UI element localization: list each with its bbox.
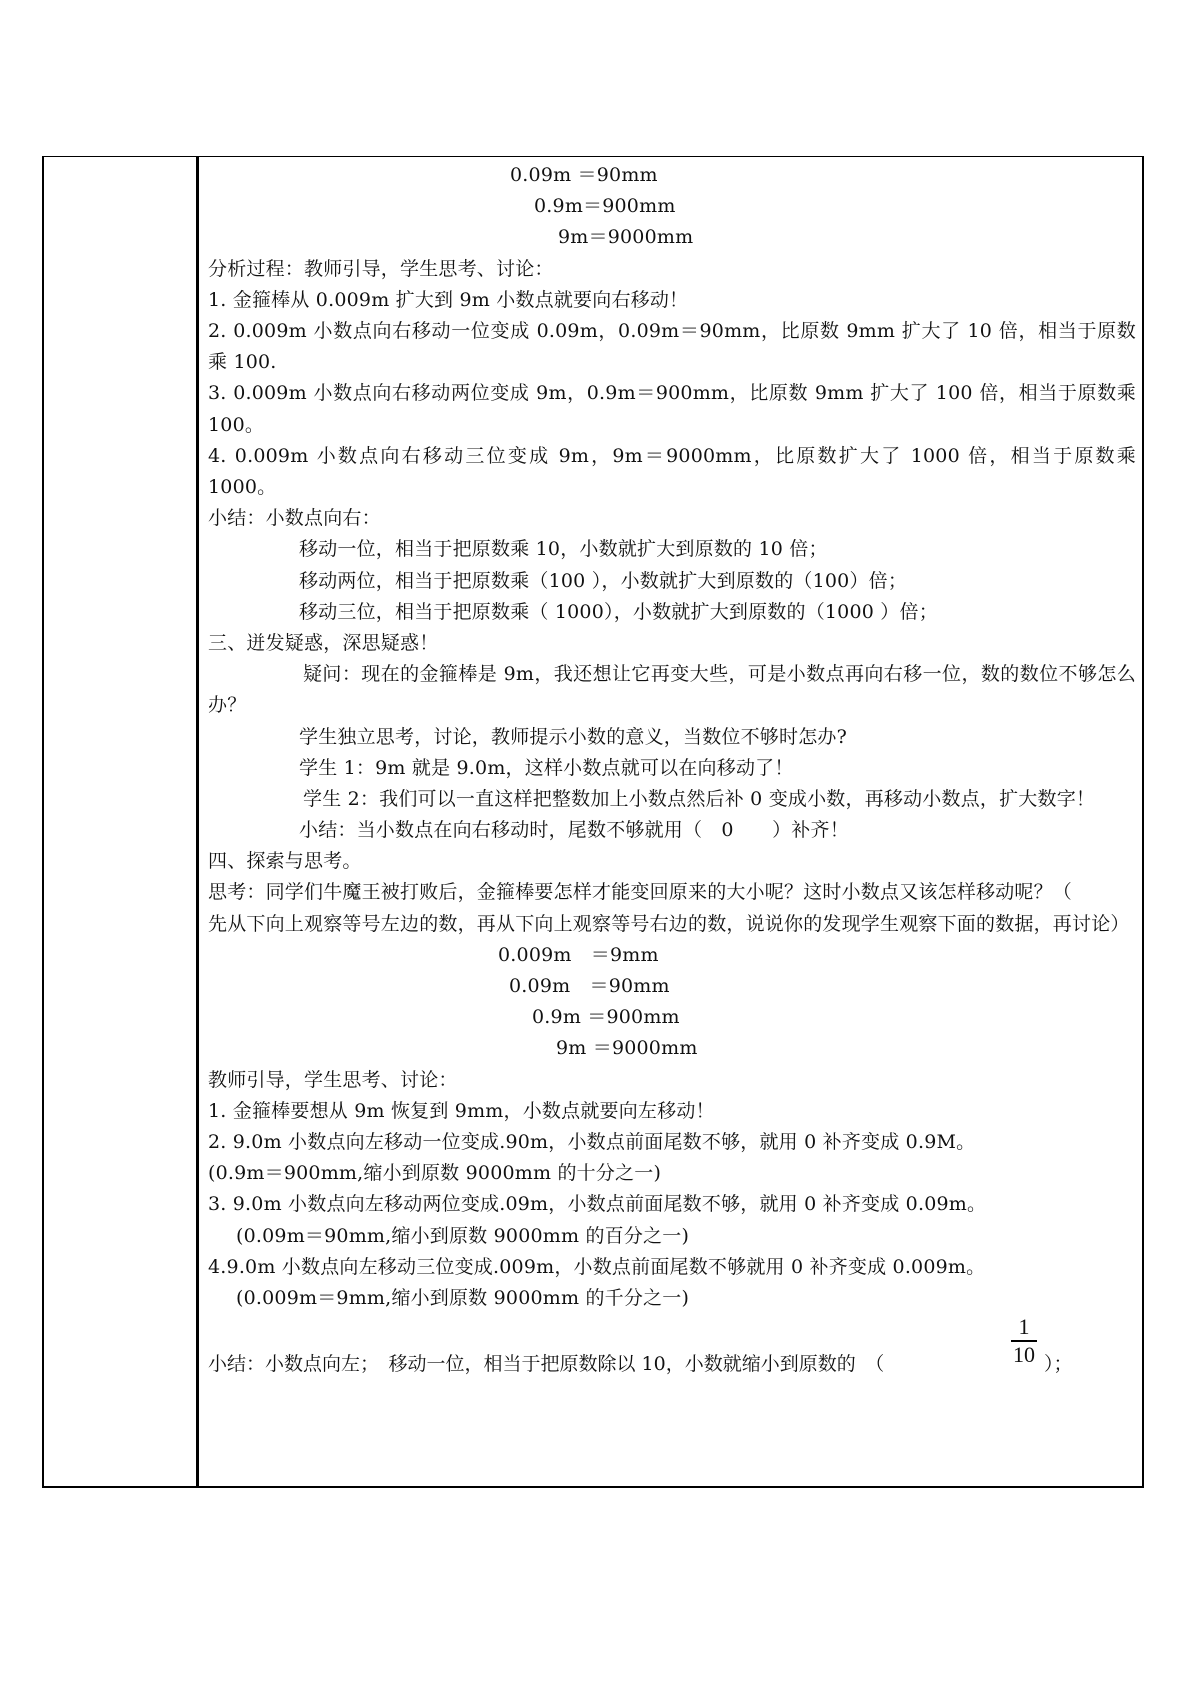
equation-row: 0.09m ＝90mm — [509, 975, 670, 998]
summary-right-line: 移动三位，相当于把原数乘（ 1000），小数就扩大到原数的（1000 ）倍； — [299, 600, 938, 623]
analysis-item: 2. 0.009m 小数点向右移动一位变成 0.09m，0.09m＝90mm，比原数 9mm 扩大了 10 倍，相当于原数乘 100. — [208, 319, 1136, 374]
analysis-heading: 分析过程：教师引导，学生思考、讨论： — [208, 257, 554, 280]
summary-left-close: ）； — [1044, 1353, 1073, 1376]
guide-line: (0.009m＝9mm,缩小到原数 9000mm 的千分之一) — [236, 1286, 690, 1309]
section4-heading: 四、探索与思考。 — [208, 850, 362, 873]
guide-line: 3. 9.0m 小数点向左移动两位变成.09m，小数点前面尾数不够，就用 0 补齐变成 0.09m。 — [208, 1193, 987, 1216]
analysis-item: 1. 金箍棒从 0.009m 扩大到 9m 小数点就要向右移动！ — [208, 288, 689, 311]
section3-heading: 三、迸发疑惑，深思疑惑！ — [208, 631, 439, 654]
equation-block-2 — [208, 940, 1136, 1065]
guide-line: 2. 9.0m 小数点向左移动一位变成.90m，小数点前面尾数不够，就用 0 补齐变成 0.9M。 — [208, 1130, 976, 1153]
analysis-item: 4. 0.009m 小数点向右移动三位变成 9m，9m＝9000mm，比原数扩大了 1000 倍，相当于原数乘 1000。 — [208, 444, 1136, 498]
guide-line: 4.9.0m 小数点向左移动三位变成.009m，小数点前面尾数不够就用 0 补齐变成 0.009m。 — [208, 1255, 986, 1278]
guide-line: (0.09m＝90mm,缩小到原数 9000mm 的百分之一) — [236, 1224, 690, 1247]
section4-observe: 先从下向上观察等号左边的数，再从下向上观察等号右边的数，说说你的发现学生观察下面的数据，再讨论） — [208, 912, 1130, 935]
section3-think: 学生独立思考，讨论，教师提示小数的意义，当数位不够时怎办? — [299, 725, 847, 748]
summary-left-text: 小结：小数点向左； 移动一位，相当于把原数除以 10，小数就缩小到原数的 （ — [208, 1353, 885, 1376]
student-2-answer: 学生 2：我们可以一直这样把整数加上小数点然后补 0 变成小数，再移动小数点，扩大数字！ — [303, 787, 1096, 810]
equation-row: 0.9m ＝900mm — [532, 1006, 680, 1029]
equation-row: 0.9m＝900mm — [534, 195, 676, 218]
column-divider — [196, 156, 199, 1488]
fraction — [1007, 1314, 1041, 1368]
section3-summary: 小结：当小数点在向右移动时，尾数不够就用（ 0 ）补齐！ — [299, 819, 849, 842]
equation-row: 0.009m ＝9mm — [498, 943, 659, 966]
summary-right-line: 移动一位，相当于把原数乘 10，小数就扩大到原数的 10 倍； — [299, 538, 828, 561]
equation-row: 0.09m ＝90mm — [510, 164, 658, 186]
equation-row: 9m＝9000mm — [558, 226, 694, 249]
guide-line: (0.9m＝900mm,缩小到原数 9000mm 的十分之一) — [208, 1162, 662, 1185]
student-1-answer: 学生 1：9m 就是 9.0m，这样小数点就可以在向移动了！ — [299, 756, 794, 779]
lesson-content — [208, 160, 1136, 1384]
summary-left-row — [208, 1314, 1136, 1384]
fraction-denominator: 10 — [1013, 1341, 1035, 1367]
analysis-item: 3. 0.009m 小数点向右移动两位变成 9m，0.9m＝900mm，比原数 9mm 扩大了 100 倍，相当于原数乘 100。 — [208, 382, 1136, 436]
equation-row: 9m ＝9000mm — [556, 1037, 698, 1060]
guide-line: 1. 金箍棒要想从 9m 恢复到 9mm，小数点就要向左移动！ — [208, 1099, 715, 1122]
equation-block-1 — [208, 160, 1136, 254]
fraction-numerator: 1 — [1018, 1314, 1030, 1340]
guide-heading: 教师引导，学生思考、讨论： — [208, 1068, 458, 1091]
summary-right-heading: 小结：小数点向右： — [208, 507, 381, 530]
section4-think: 思考：同学们牛魔王被打败后，金箍棒要怎样才能变回原来的大小呢？这时小数点又该怎样移动呢？（ — [208, 881, 1073, 904]
summary-right-line: 移动两位，相当于把原数乘（100 ），小数就扩大到原数的（100）倍； — [299, 569, 908, 592]
section3-question: 疑问：现在的金箍棒是 9m，我还想让它再变大些，可是小数点再向右移一位，数的数位不够怎么办？ — [208, 663, 1136, 717]
